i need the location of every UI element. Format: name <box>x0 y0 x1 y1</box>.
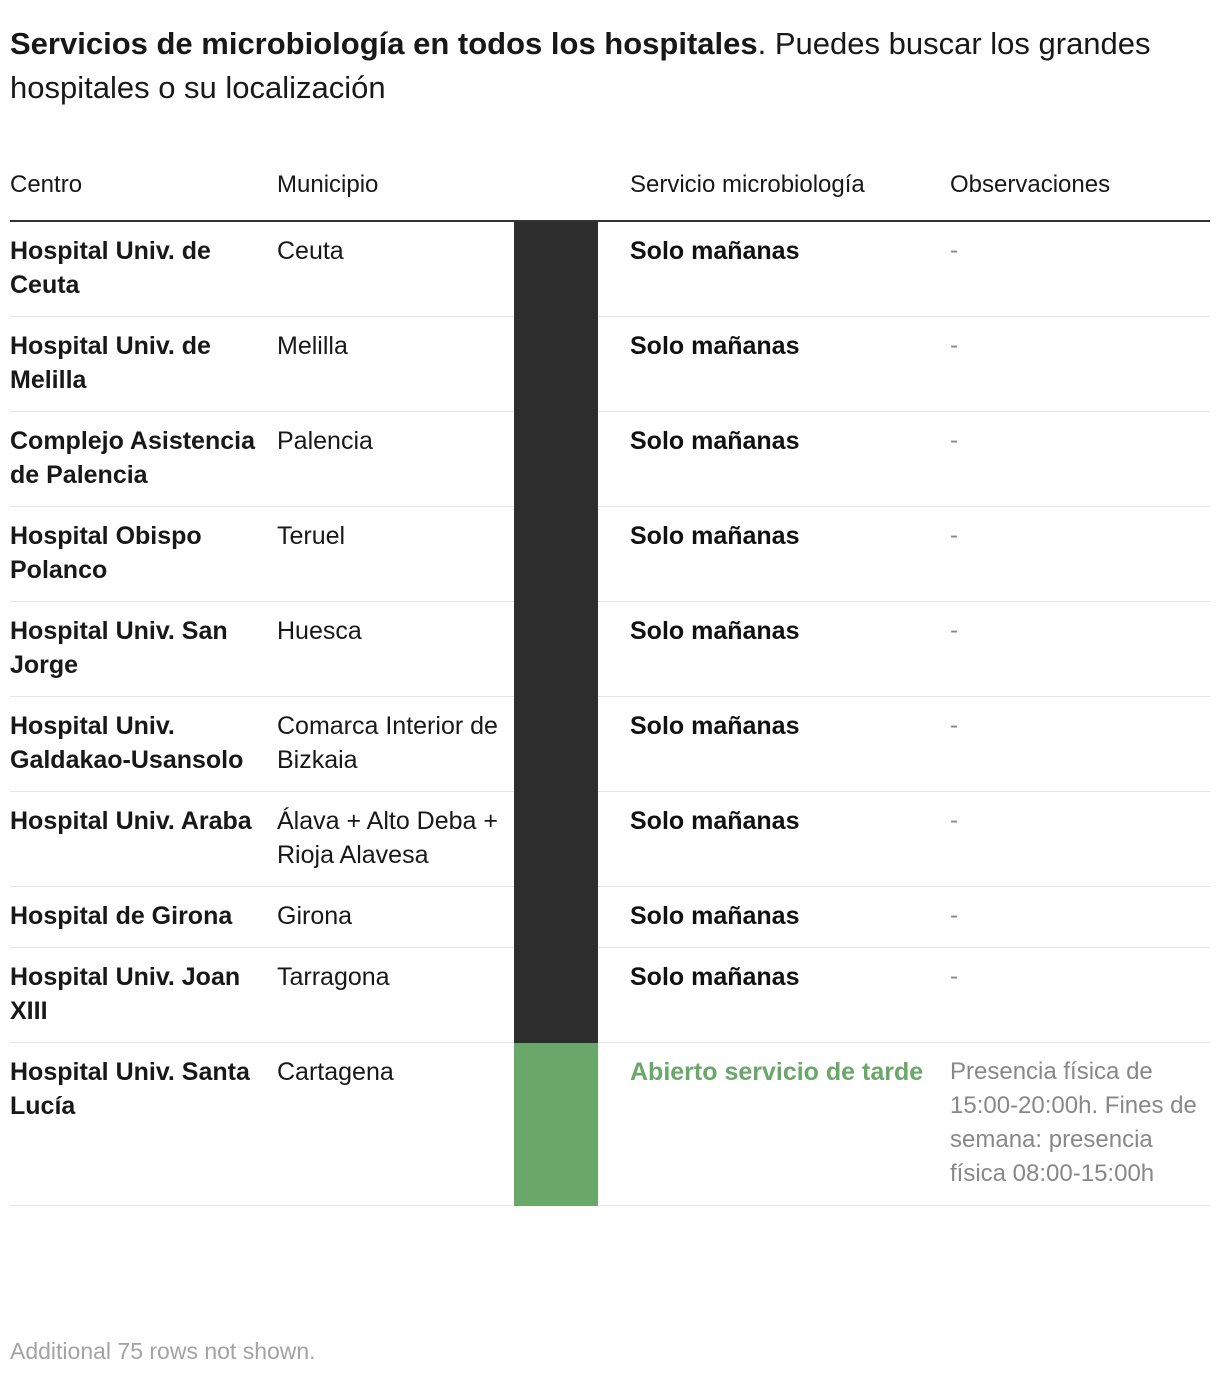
cell-servicio: Solo mañanas <box>630 697 950 792</box>
cell-observaciones: - <box>950 317 1210 412</box>
cell-spacer <box>598 887 630 948</box>
table-row <box>10 507 1210 602</box>
cell-centro: Hospital Univ. Joan XIII <box>10 948 277 1043</box>
cell-municipio: Comarca Interior de Bizkaia <box>277 697 514 792</box>
table-header-row <box>10 168 1210 221</box>
cell-municipio: Ceuta <box>277 221 514 317</box>
cell-observaciones: - <box>950 412 1210 507</box>
table-row <box>10 602 1210 697</box>
table-row <box>10 887 1210 948</box>
table-row <box>10 412 1210 507</box>
status-bar <box>514 948 598 1043</box>
column-header-centro: Centro <box>10 168 277 221</box>
chart-title-rest: . Puedes buscar los grandes hospitales o su localización <box>10 26 1151 105</box>
cell-servicio: Solo mañanas <box>630 507 950 602</box>
cell-servicio: Solo mañanas <box>630 887 950 948</box>
cell-observaciones: - <box>950 697 1210 792</box>
cell-servicio: Solo mañanas <box>630 948 950 1043</box>
status-bar <box>514 412 598 507</box>
cell-spacer <box>598 948 630 1043</box>
cell-observaciones: - <box>950 507 1210 602</box>
status-bar <box>514 317 598 412</box>
status-bar <box>514 792 598 887</box>
cell-servicio: Solo mañanas <box>630 602 950 697</box>
cell-servicio: Abierto servicio de tarde <box>630 1043 950 1206</box>
cell-observaciones: - <box>950 221 1210 317</box>
cell-municipio: Teruel <box>277 507 514 602</box>
table-row <box>10 697 1210 792</box>
column-header-servicio <box>514 168 950 221</box>
status-bar <box>514 1043 598 1206</box>
data-table <box>10 168 1210 1206</box>
cell-observaciones: - <box>950 792 1210 887</box>
cell-observaciones: Presencia física de 15:00-20:00h. Fines de semana: presencia física 08:00-15:00h <box>950 1043 1210 1206</box>
cell-servicio: Solo mañanas <box>630 792 950 887</box>
cell-municipio: Tarragona <box>277 948 514 1043</box>
cell-centro: Hospital Univ. de Melilla <box>10 317 277 412</box>
cell-spacer <box>598 412 630 507</box>
table-row <box>10 948 1210 1043</box>
table-row <box>10 221 1210 317</box>
chart-title-bold: Servicios de microbiología en todos los hospitales <box>10 26 758 61</box>
cell-centro: Hospital Univ. Galdakao-Usansolo <box>10 697 277 792</box>
cell-municipio: Girona <box>277 887 514 948</box>
cell-spacer <box>598 792 630 887</box>
cell-spacer <box>598 697 630 792</box>
cell-spacer <box>598 602 630 697</box>
cell-municipio: Melilla <box>277 317 514 412</box>
cell-servicio: Solo mañanas <box>630 412 950 507</box>
table-body <box>10 221 1210 1206</box>
cell-centro: Hospital Univ. Santa Lucía <box>10 1043 277 1206</box>
cell-servicio: Solo mañanas <box>630 317 950 412</box>
cell-spacer <box>598 1043 630 1206</box>
cell-observaciones: - <box>950 887 1210 948</box>
column-header-municipio: Municipio <box>277 168 514 221</box>
column-header-observaciones: Observaciones <box>950 168 1210 221</box>
cell-centro: Hospital de Girona <box>10 887 277 948</box>
status-bar <box>514 507 598 602</box>
footnote: Additional 75 rows not shown. <box>10 1338 316 1364</box>
cell-municipio: Huesca <box>277 602 514 697</box>
cell-centro: Hospital Obispo Polanco <box>10 507 277 602</box>
table-chart <box>10 22 1210 1206</box>
status-bar <box>514 221 598 317</box>
cell-centro: Complejo Asistencia de Palencia <box>10 412 277 507</box>
cell-spacer <box>598 221 630 317</box>
cell-centro: Hospital Univ. San Jorge <box>10 602 277 697</box>
cell-municipio: Cartagena <box>277 1043 514 1206</box>
status-bar <box>514 887 598 948</box>
cell-municipio: Palencia <box>277 412 514 507</box>
cell-spacer <box>598 507 630 602</box>
status-bar <box>514 697 598 792</box>
table-row <box>10 792 1210 887</box>
table-row <box>10 317 1210 412</box>
cell-centro: Hospital Univ. Araba <box>10 792 277 887</box>
table-row <box>10 1043 1210 1206</box>
column-header-servicio-label: Servicio microbiología <box>630 171 865 198</box>
cell-observaciones: - <box>950 602 1210 697</box>
chart-title <box>10 22 1160 110</box>
cell-observaciones: - <box>950 948 1210 1043</box>
status-bar <box>514 602 598 697</box>
cell-municipio: Álava + Alto Deba + Rioja Alavesa <box>277 792 514 887</box>
cell-spacer <box>598 317 630 412</box>
cell-servicio: Solo mañanas <box>630 221 950 317</box>
cell-centro: Hospital Univ. de Ceuta <box>10 221 277 317</box>
